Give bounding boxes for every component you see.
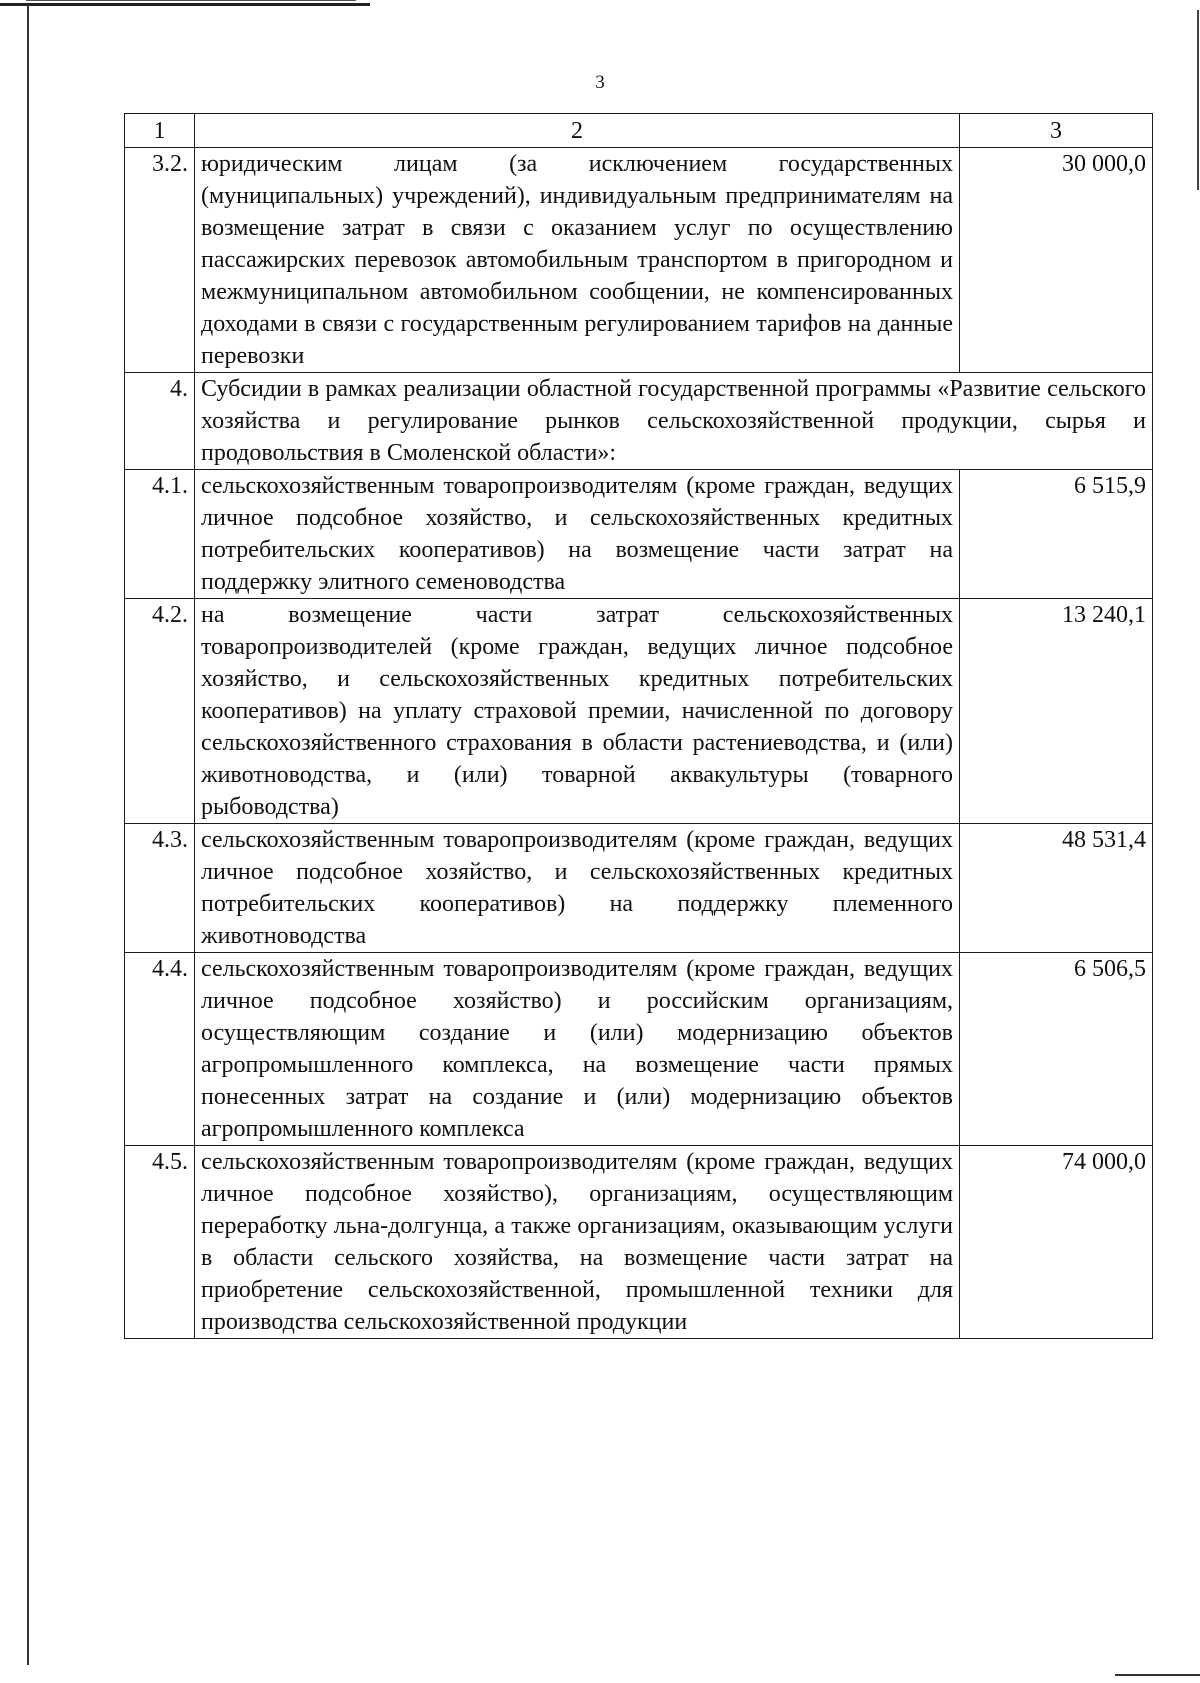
column-header: 1 xyxy=(125,114,195,148)
row-number: 4.1. xyxy=(125,470,195,599)
row-description: сельскохозяйственным товаропроизводителям (кроме граждан, ведущих личное подсобное хозяйство, и сельскохозяйственных кредитных потребительских кооперативов) на возмещение части затрат на поддержку элитного семеноводства xyxy=(195,470,960,599)
scan-artifact-edge xyxy=(27,5,29,1665)
table-header-row xyxy=(125,114,1153,148)
page-number: 3 xyxy=(595,72,605,93)
row-number: 3.2. xyxy=(125,148,195,373)
row-description: юридическим лицам (за исключением государственных (муниципальных) учреждений), индивидуальным предпринимателям на возмещение затрат в связи с оказанием услуг по осуществлению пассажирских перевозок автомобильным транспортом в пригородном и межмуниципальном автомобильном сообщении, не компенсированных доходами в связи с государственным регулированием тарифов на данные перевозки xyxy=(195,148,960,373)
row-amount: 6 515,9 xyxy=(960,470,1153,599)
subsidy-table xyxy=(124,113,1153,1339)
row-description: Субсидии в рамках реализации областной государственной программы «Развитие сельского хозяйства и регулирование рынков сельскохозяйственной продукции, сырья и продовольствия в Смоленской области»: xyxy=(195,373,1153,470)
row-number: 4. xyxy=(125,373,195,470)
scan-artifact-line xyxy=(26,0,356,1)
row-description: на возмещение части затрат сельскохозяйственных товаропроизводителей (кроме граждан, ведущих личное подсобное хозяйство, и сельскохозяйственных кредитных потребительских кооперативов) на уплату страховой премии, начисленной по договору сельскохозяйственного страхования в области растениеводства, и (или) животноводства, и (или) товарной аквакультуры (товарного рыбоводства) xyxy=(195,599,960,824)
row-description: сельскохозяйственным товаропроизводителям (кроме граждан, ведущих личное подсобное хозяйство) и российским организациям, осуществляющим создание и (или) модернизацию объектов агропромышленного комплекса, на возмещение части прямых понесенных затрат на создание и (или) модернизацию объектов агропромышленного комплекса xyxy=(195,953,960,1146)
row-amount: 6 506,5 xyxy=(960,953,1153,1146)
table-row xyxy=(125,373,1153,470)
row-number: 4.3. xyxy=(125,824,195,953)
row-description: сельскохозяйственным товаропроизводителям (кроме граждан, ведущих личное подсобное хозяйство, и сельскохозяйственных кредитных потребительских кооперативов) на поддержку племенного животноводства xyxy=(195,824,960,953)
row-number: 4.2. xyxy=(125,599,195,824)
row-description: сельскохозяйственным товаропроизводителям (кроме граждан, ведущих личное подсобное хозяйство), организациям, осуществляющим переработку льна-долгунца, а также организациям, оказывающим услуги в области сельского хозяйства, на возмещение части затрат на приобретение сельскохозяйственной, промышленной техники для производства сельскохозяйственной продукции xyxy=(195,1146,960,1339)
scan-artifact-line xyxy=(0,3,370,6)
table-row xyxy=(125,953,1153,1146)
table-row xyxy=(125,470,1153,599)
row-number: 4.4. xyxy=(125,953,195,1146)
row-amount: 74 000,0 xyxy=(960,1146,1153,1339)
row-amount: 30 000,0 xyxy=(960,148,1153,373)
table-row xyxy=(125,1146,1153,1339)
table-row xyxy=(125,824,1153,953)
scan-artifact-line xyxy=(1115,1674,1200,1676)
table-row xyxy=(125,148,1153,373)
row-number: 4.5. xyxy=(125,1146,195,1339)
column-header: 2 xyxy=(195,114,960,148)
column-header: 3 xyxy=(960,114,1153,148)
row-amount: 48 531,4 xyxy=(960,824,1153,953)
scan-artifact-edge xyxy=(1197,10,1199,190)
table-row xyxy=(125,599,1153,824)
row-amount: 13 240,1 xyxy=(960,599,1153,824)
